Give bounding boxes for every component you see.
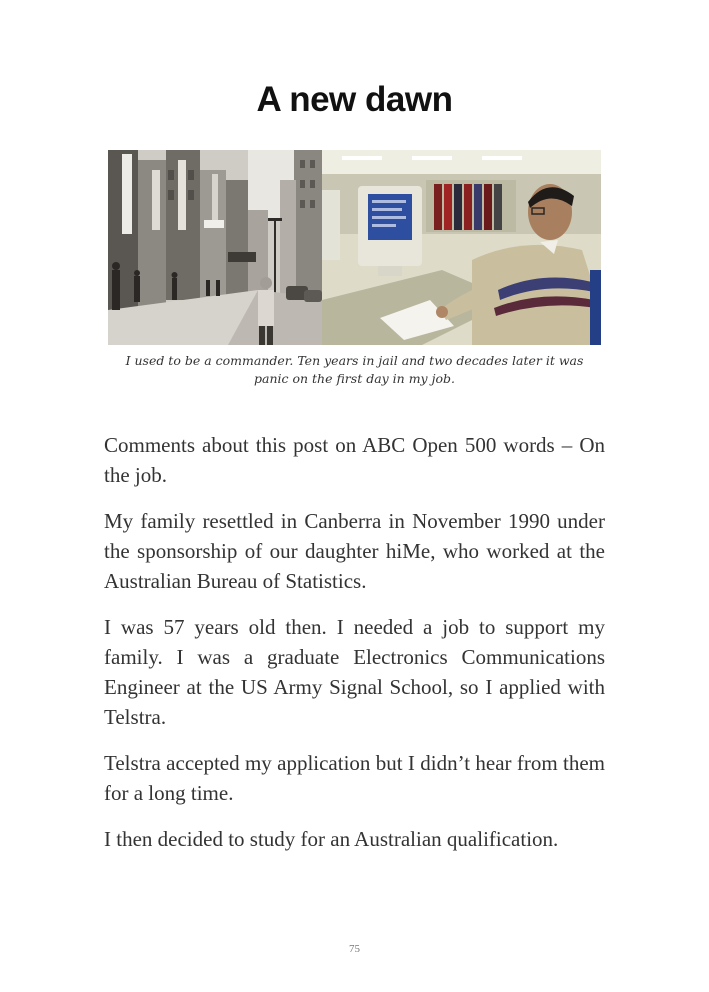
street-photo-icon	[108, 150, 322, 345]
page-number: 75	[349, 943, 360, 955]
paragraph: Comments about this post on ABC Open 500 words – On the job.	[104, 433, 605, 487]
paragraph: My family resettled in Canberra in November 1990 under the sponsorship of our daughter hiMe, who worked at the Australian Bureau of Statistics.	[104, 509, 605, 593]
paragraph: Telstra accepted my application but I didn’t hear from them for a long time.	[104, 751, 605, 805]
photo-caption: I used to be a commander. Ten years in jail and two decades later it was panic on the first day in my job.	[125, 353, 584, 386]
street-photo	[108, 150, 322, 345]
photo-strip	[108, 150, 601, 345]
office-photo	[322, 150, 601, 345]
page-title: A new dawn	[256, 80, 453, 119]
office-photo-icon	[322, 150, 601, 345]
paragraph: I then decided to study for an Australian qualification.	[104, 827, 559, 851]
paragraph: I was 57 years old then. I needed a job to support my family. I was a graduate Electronics Communications Engineer at the US Army Signal School, so I applied with Telstra.	[104, 615, 605, 729]
article-body	[104, 430, 605, 870]
